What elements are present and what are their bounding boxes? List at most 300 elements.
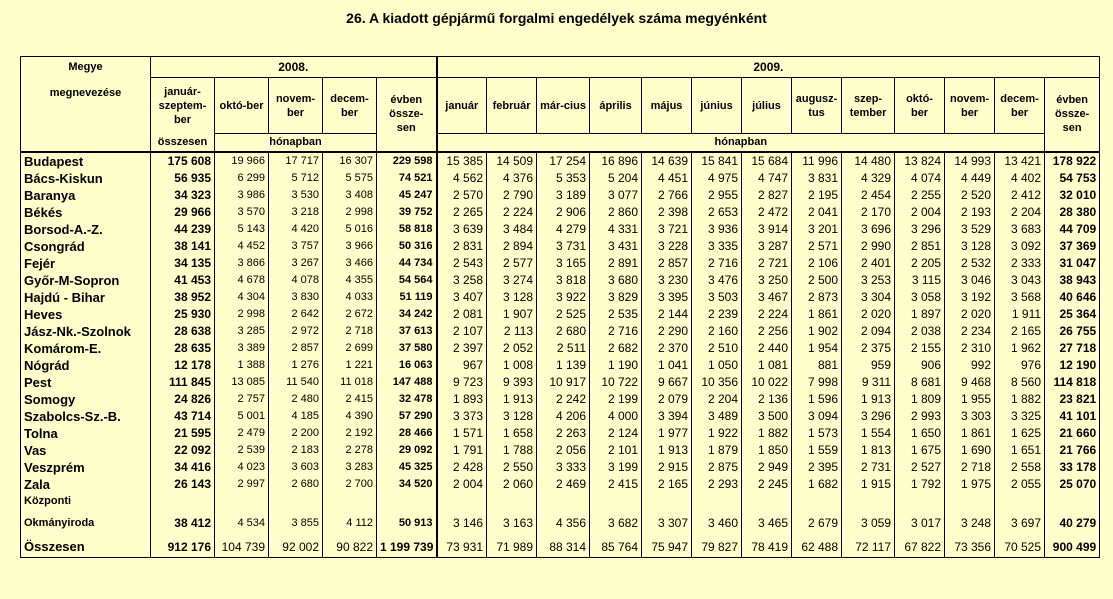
header-megye: Megye: [68, 61, 103, 73]
cell-value: 4 304: [215, 289, 269, 306]
cell-value: 11 018: [323, 374, 377, 391]
cell-value: 1 008: [487, 357, 537, 374]
cell-value: 3 335: [692, 238, 742, 255]
cell-value: 1 690: [945, 442, 995, 459]
cell-value: 2 412: [995, 187, 1045, 204]
cell-value: 2 527: [895, 459, 945, 476]
cell-value: 2 642: [269, 306, 323, 323]
cell-value: 2 428: [437, 459, 487, 476]
table-body: [21, 152, 1100, 558]
cell-value: 3 639: [437, 221, 487, 238]
cell-value: 2 511: [537, 340, 590, 357]
cell-value: 3 199: [590, 459, 642, 476]
cell-value: 73 356: [945, 537, 995, 558]
county-name: [21, 221, 151, 238]
cell-value: 2 199: [590, 391, 642, 408]
cell-value: 3 866: [215, 255, 269, 272]
cell-value: 1 276: [269, 357, 323, 374]
county-name: [21, 442, 151, 459]
cell-value: 1 897: [895, 306, 945, 323]
cell-value: 2 535: [590, 306, 642, 323]
cell-value: 12 178: [151, 357, 215, 374]
cell-value: 38 952: [151, 289, 215, 306]
cell-value: 3 489: [692, 408, 742, 425]
cell-value: 10 022: [742, 374, 792, 391]
cell-value: 1 596: [792, 391, 842, 408]
cell-value: 1 792: [895, 476, 945, 493]
cell-value: 3 818: [537, 272, 590, 289]
county-name: [21, 340, 151, 357]
cell-value: 3 529: [945, 221, 995, 238]
cell-value: 2 955: [692, 187, 742, 204]
cell-value: 3 128: [487, 289, 537, 306]
cell-value: 39 752: [377, 204, 437, 221]
cell-value: 3 484: [487, 221, 537, 238]
cell-value: 54 753: [1045, 170, 1100, 187]
cell-value: 3 258: [437, 272, 487, 289]
cell-value: 14 993: [945, 152, 995, 170]
cell-value: 2 170: [842, 204, 895, 221]
cell-value: 2 094: [842, 323, 895, 340]
cell-value: 3 966: [323, 238, 377, 255]
cell-value: 1 913: [642, 442, 692, 459]
cell-value: 2 192: [323, 425, 377, 442]
cell-value: 900 499: [1045, 537, 1100, 558]
cell-value: 4 534: [215, 493, 269, 537]
county-name: [21, 476, 151, 493]
cell-value: 1 907: [487, 306, 537, 323]
cell-value: 1 625: [995, 425, 1045, 442]
cell-value: 3 303: [945, 408, 995, 425]
header-year-2009: 2009.: [437, 57, 1100, 78]
cell-value: 2 038: [895, 323, 945, 340]
cell-value: 3 757: [269, 238, 323, 255]
cell-value: 51 119: [377, 289, 437, 306]
table-row: [21, 442, 1100, 459]
cell-value: 1 850: [742, 442, 792, 459]
cell-value: 37 613: [377, 323, 437, 340]
cell-value: 3 389: [215, 340, 269, 357]
cell-value: 906: [895, 357, 945, 374]
cell-value: 4 206: [537, 408, 590, 425]
cell-value: 2 469: [537, 476, 590, 493]
cell-value: 912 176: [151, 537, 215, 558]
cell-value: 73 931: [437, 537, 487, 558]
cell-value: 2 997: [215, 476, 269, 493]
cell-value: 3 466: [323, 255, 377, 272]
header-month-2008-nov: novem-ber: [269, 78, 323, 134]
header-month-2009-dec: decem-ber: [995, 78, 1045, 134]
cell-value: 1 954: [792, 340, 842, 357]
cell-value: 2 831: [437, 238, 487, 255]
cell-value: 32 478: [377, 391, 437, 408]
county-name-line: Budapest: [24, 153, 84, 169]
cell-value: 32 010: [1045, 187, 1100, 204]
header-jan-sept: január-szeptem-ber: [151, 78, 215, 134]
cell-value: 3 830: [269, 289, 323, 306]
cell-value: 31 047: [1045, 255, 1100, 272]
cell-value: 4 331: [590, 221, 642, 238]
cell-value: 1 199 739: [377, 537, 437, 558]
cell-value: 1 911: [995, 306, 1045, 323]
cell-value: 2 894: [487, 238, 537, 255]
cell-value: 28 380: [1045, 204, 1100, 221]
cell-value: 2 680: [269, 476, 323, 493]
cell-value: 24 826: [151, 391, 215, 408]
cell-value: 3 831: [792, 170, 842, 187]
table-row: [21, 537, 1100, 558]
cell-value: 1 675: [895, 442, 945, 459]
cell-value: 37 369: [1045, 238, 1100, 255]
cell-value: 1 388: [215, 357, 269, 374]
cell-value: 2 577: [487, 255, 537, 272]
cell-value: 3 253: [842, 272, 895, 289]
cell-value: 19 966: [215, 152, 269, 170]
cell-value: 21 766: [1045, 442, 1100, 459]
county-name: [21, 408, 151, 425]
cell-value: 2 990: [842, 238, 895, 255]
cell-value: 9 468: [945, 374, 995, 391]
cell-value: 41 101: [1045, 408, 1100, 425]
cell-value: 6 299: [215, 170, 269, 187]
cell-value: 2 891: [590, 255, 642, 272]
table-row: [21, 187, 1100, 204]
cell-value: 2 550: [487, 459, 537, 476]
table-row: [21, 255, 1100, 272]
cell-value: 2 265: [437, 204, 487, 221]
cell-value: 2 052: [487, 340, 537, 357]
county-name: [21, 306, 151, 323]
cell-value: 88 314: [537, 537, 590, 558]
cell-value: 2 397: [437, 340, 487, 357]
cell-value: 992: [945, 357, 995, 374]
cell-value: 3 408: [323, 187, 377, 204]
cell-value: 4 078: [269, 272, 323, 289]
cell-value: 2 480: [269, 391, 323, 408]
cell-value: 2 721: [742, 255, 792, 272]
table-row: [21, 493, 1100, 537]
cell-value: 3 218: [269, 204, 323, 221]
cell-value: 74 521: [377, 170, 437, 187]
cell-value: 2 041: [792, 204, 842, 221]
cell-value: 2 525: [537, 306, 590, 323]
cell-value: 12 190: [1045, 357, 1100, 374]
county-name-line: Baranya: [24, 187, 76, 203]
header-month-2009-maj: május: [642, 78, 692, 134]
cell-value: 2 310: [945, 340, 995, 357]
cell-value: 3 228: [642, 238, 692, 255]
cell-value: 2 718: [323, 323, 377, 340]
cell-value: 178 922: [1045, 152, 1100, 170]
cell-value: 2 204: [995, 204, 1045, 221]
county-name: [21, 493, 151, 537]
cell-value: 34 416: [151, 459, 215, 476]
cell-value: 3 094: [792, 408, 842, 425]
cell-value: 2 857: [269, 340, 323, 357]
cell-value: 2 183: [269, 442, 323, 459]
cell-value: 9 393: [487, 374, 537, 391]
county-name-line: Szabolcs-Sz.-B.: [24, 408, 121, 424]
table-row: [21, 152, 1100, 170]
cell-value: 5 001: [215, 408, 269, 425]
cell-value: 3 128: [487, 408, 537, 425]
cell-value: 15 684: [742, 152, 792, 170]
cell-value: 16 896: [590, 152, 642, 170]
cell-value: 3 296: [842, 408, 895, 425]
county-name-line: Hajdú - Bihar: [24, 289, 105, 305]
cell-value: 4 678: [215, 272, 269, 289]
table-row: [21, 204, 1100, 221]
header-month-2008-dec: decem-ber: [323, 78, 377, 134]
county-name-line: Zala: [24, 476, 51, 492]
cell-value: 2 263: [537, 425, 590, 442]
cell-value: 2 242: [537, 391, 590, 408]
cell-value: 3 731: [537, 238, 590, 255]
cell-value: 45 325: [377, 459, 437, 476]
table-row: [21, 272, 1100, 289]
cell-value: 13 421: [995, 152, 1045, 170]
cell-value: 2 415: [323, 391, 377, 408]
table-row: [21, 221, 1100, 238]
cell-value: 4 562: [437, 170, 487, 187]
cell-value: 4 420: [269, 221, 323, 238]
cell-value: 15 385: [437, 152, 487, 170]
cell-value: 2 205: [895, 255, 945, 272]
cell-value: 11 996: [792, 152, 842, 170]
cell-value: 3 115: [895, 272, 945, 289]
county-name-line: Komárom-E.: [24, 340, 102, 356]
county-name: [21, 170, 151, 187]
county-name-line: Pest: [24, 374, 52, 390]
cell-value: 3 333: [537, 459, 590, 476]
cell-value: 3 503: [692, 289, 742, 306]
cell-value: 3 680: [590, 272, 642, 289]
header-year-2008: 2008.: [151, 57, 437, 78]
cell-value: 2 875: [692, 459, 742, 476]
cell-value: 29 966: [151, 204, 215, 221]
cell-value: 3 092: [995, 238, 1045, 255]
cell-value: 1 041: [642, 357, 692, 374]
cell-value: 2 860: [590, 204, 642, 221]
cell-value: 3 285: [215, 323, 269, 340]
cell-value: 1 813: [842, 442, 895, 459]
cell-value: 2 160: [692, 323, 742, 340]
cell-value: 2 993: [895, 408, 945, 425]
cell-value: 2 949: [742, 459, 792, 476]
cell-value: 2 539: [215, 442, 269, 459]
county-name-line: Tolna: [24, 425, 58, 441]
cell-value: 4 449: [945, 170, 995, 187]
cell-value: 1 791: [437, 442, 487, 459]
cell-value: 2 144: [642, 306, 692, 323]
cell-value: 976: [995, 357, 1045, 374]
cell-value: 229 598: [377, 152, 437, 170]
header-year-total-2008: évben össze-sen: [377, 78, 437, 152]
cell-value: 4 329: [842, 170, 895, 187]
cell-value: 3 128: [945, 238, 995, 255]
cell-value: 1 902: [792, 323, 842, 340]
table-row: [21, 323, 1100, 340]
cell-value: 1 658: [487, 425, 537, 442]
cell-value: 4 023: [215, 459, 269, 476]
cell-value: 26 143: [151, 476, 215, 493]
cell-value: 2 200: [269, 425, 323, 442]
cell-value: 41 453: [151, 272, 215, 289]
county-name-line: Vas: [24, 442, 47, 458]
cell-value: 13 085: [215, 374, 269, 391]
cell-value: 2 106: [792, 255, 842, 272]
cell-value: 1 882: [742, 425, 792, 442]
cell-value: 78 419: [742, 537, 792, 558]
cell-value: 4 074: [895, 170, 945, 187]
county-name-line: Veszprém: [24, 459, 85, 475]
cell-value: 3 986: [215, 187, 269, 204]
cell-value: 2 224: [487, 204, 537, 221]
cell-value: 1 879: [692, 442, 742, 459]
cell-value: 3 304: [842, 289, 895, 306]
cell-value: 2 757: [215, 391, 269, 408]
cell-value: 2 165: [642, 476, 692, 493]
table-row: [21, 340, 1100, 357]
county-name-line: Jász-Nk.-Szolnok: [24, 323, 131, 339]
cell-value: 3 697: [995, 493, 1045, 537]
county-name: [21, 459, 151, 476]
table-title: 26. A kiadott gépjármű forgalmi engedélyek száma megyénként: [346, 10, 767, 26]
header-osszesen: összesen: [151, 134, 215, 152]
table-row: [21, 306, 1100, 323]
cell-value: 1 861: [945, 425, 995, 442]
county-name: [21, 204, 151, 221]
cell-value: 2 510: [692, 340, 742, 357]
cell-value: 2 479: [215, 425, 269, 442]
cell-value: 3 394: [642, 408, 692, 425]
cell-value: 50 913: [377, 493, 437, 537]
cell-value: 2 081: [437, 306, 487, 323]
cell-value: 28 466: [377, 425, 437, 442]
header-month-2009-nov: novem-ber: [945, 78, 995, 134]
header-month-2009-jul: július: [742, 78, 792, 134]
county-name-line: Összesen: [24, 538, 85, 554]
cell-value: 4 376: [487, 170, 537, 187]
registration-table: [20, 56, 1100, 558]
cell-value: 104 739: [215, 537, 269, 558]
cell-value: 2 472: [742, 204, 792, 221]
cell-value: 50 316: [377, 238, 437, 255]
cell-value: 2 682: [590, 340, 642, 357]
cell-value: 959: [842, 357, 895, 374]
cell-value: 2 827: [742, 187, 792, 204]
cell-value: 3 683: [995, 221, 1045, 238]
cell-value: 2 195: [792, 187, 842, 204]
cell-value: 2 520: [945, 187, 995, 204]
header-megnevezese: megnevezése: [49, 87, 122, 99]
cell-value: 1 893: [437, 391, 487, 408]
cell-value: 17 254: [537, 152, 590, 170]
cell-value: 4 390: [323, 408, 377, 425]
cell-value: 26 755: [1045, 323, 1100, 340]
cell-value: 3 465: [742, 493, 792, 537]
county-name-line: Központi: [24, 494, 72, 507]
cell-value: 3 248: [945, 493, 995, 537]
cell-value: 2 915: [642, 459, 692, 476]
cell-value: 16 307: [323, 152, 377, 170]
county-name: [21, 537, 151, 558]
county-name-line: Borsod-A.-Z.: [24, 221, 103, 237]
cell-value: 5 204: [590, 170, 642, 187]
cell-value: 1 882: [995, 391, 1045, 408]
table-row: [21, 476, 1100, 493]
cell-value: 4 185: [269, 408, 323, 425]
cell-value: 10 722: [590, 374, 642, 391]
cell-value: 2 401: [842, 255, 895, 272]
cell-value: 3 407: [437, 289, 487, 306]
cell-value: 23 821: [1045, 391, 1100, 408]
cell-value: 67 822: [895, 537, 945, 558]
cell-value: 2 234: [945, 323, 995, 340]
header-month-2009-okt: októ-ber: [895, 78, 945, 134]
county-name: [21, 152, 151, 170]
cell-value: 38 412: [151, 493, 215, 537]
cell-value: 2 239: [692, 306, 742, 323]
cell-value: 3 201: [792, 221, 842, 238]
cell-value: 3 077: [590, 187, 642, 204]
header-honapban-2008: hónapban: [215, 134, 377, 152]
cell-value: 2 873: [792, 289, 842, 306]
cell-value: 9 667: [642, 374, 692, 391]
cell-value: 2 716: [590, 323, 642, 340]
cell-value: 57 290: [377, 408, 437, 425]
cell-value: 3 250: [742, 272, 792, 289]
cell-value: 3 192: [945, 289, 995, 306]
cell-value: 1 571: [437, 425, 487, 442]
cell-value: 4 000: [590, 408, 642, 425]
cell-value: 3 017: [895, 493, 945, 537]
cell-value: 1 050: [692, 357, 742, 374]
cell-value: 2 716: [692, 255, 742, 272]
cell-value: 43 714: [151, 408, 215, 425]
cell-value: 25 070: [1045, 476, 1100, 493]
cell-value: 2 004: [895, 204, 945, 221]
cell-value: 2 165: [995, 323, 1045, 340]
cell-value: 17 717: [269, 152, 323, 170]
cell-value: 3 936: [692, 221, 742, 238]
cell-value: 2 766: [642, 187, 692, 204]
cell-value: 2 972: [269, 323, 323, 340]
cell-value: 37 580: [377, 340, 437, 357]
cell-value: 8 681: [895, 374, 945, 391]
header-month-2009-apr: április: [590, 78, 642, 134]
cell-value: 29 092: [377, 442, 437, 459]
header-month-2009-mar: már-cius: [537, 78, 590, 134]
cell-value: 4 033: [323, 289, 377, 306]
cell-value: 2 113: [487, 323, 537, 340]
cell-value: 62 488: [792, 537, 842, 558]
cell-value: 2 731: [842, 459, 895, 476]
cell-value: 8 560: [995, 374, 1045, 391]
cell-value: 3 165: [537, 255, 590, 272]
header-honapban-2009: hónapban: [437, 134, 1045, 152]
cell-value: 2 020: [945, 306, 995, 323]
cell-value: 85 764: [590, 537, 642, 558]
county-name: [21, 272, 151, 289]
cell-value: 2 375: [842, 340, 895, 357]
cell-value: 3 570: [215, 204, 269, 221]
county-name: [21, 289, 151, 306]
cell-value: 1 861: [792, 306, 842, 323]
cell-value: 79 827: [692, 537, 742, 558]
cell-value: 3 163: [487, 493, 537, 537]
cell-value: 27 718: [1045, 340, 1100, 357]
